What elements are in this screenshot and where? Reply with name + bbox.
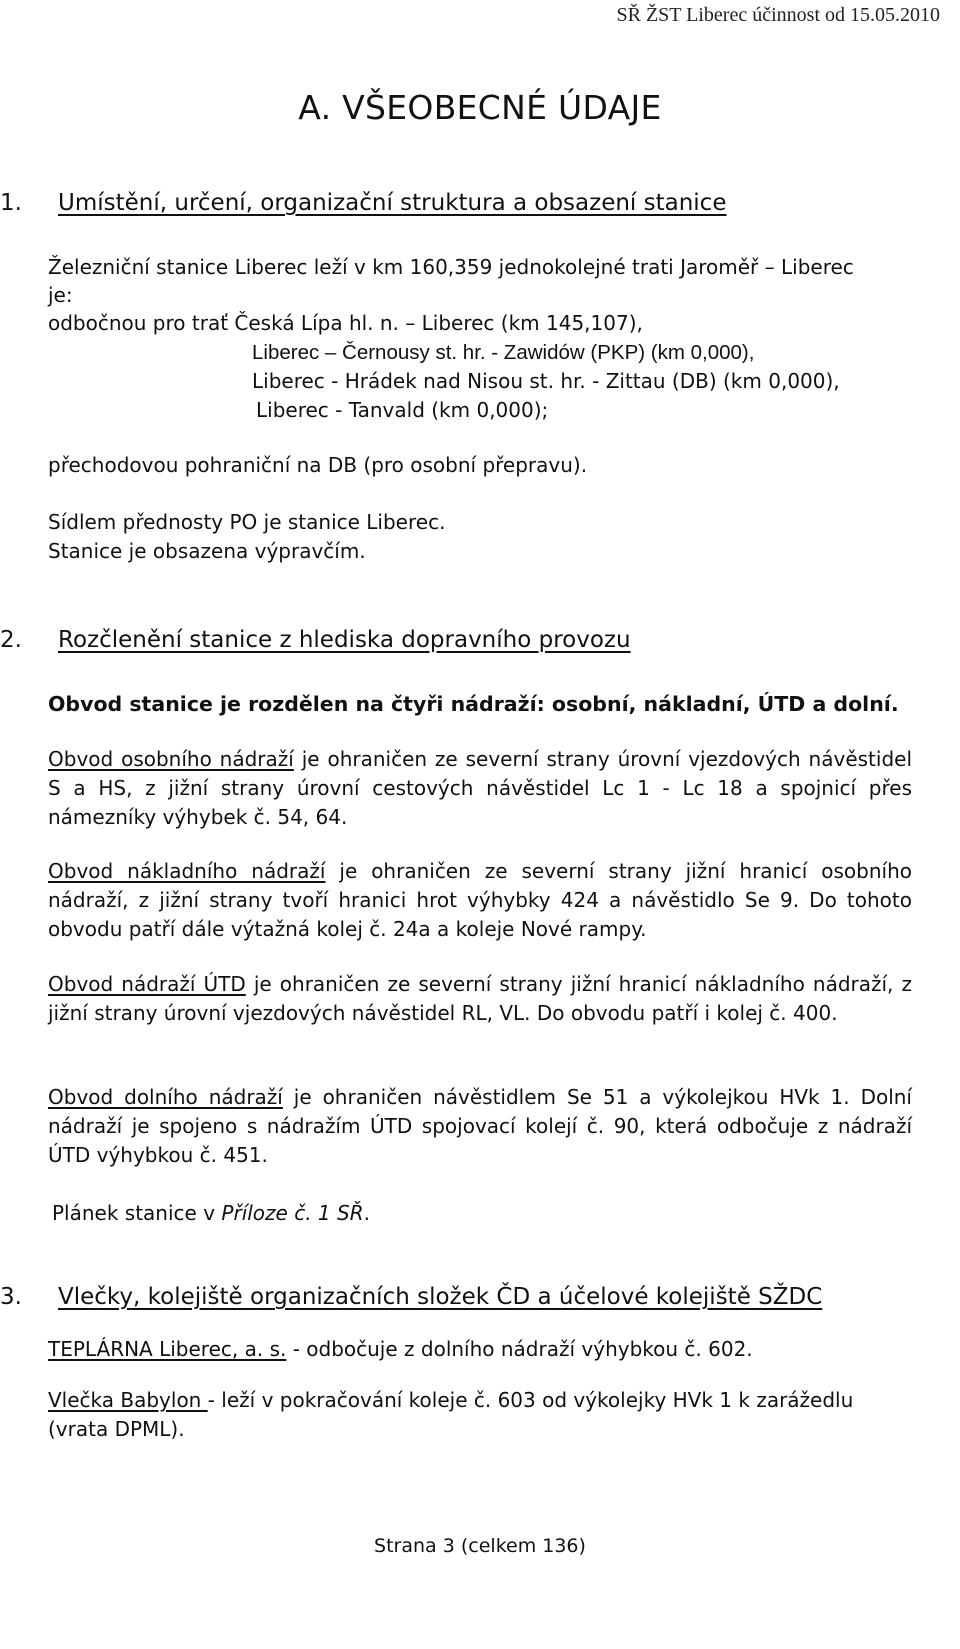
paragraph-4-text: je ohraničen návěstidlem Se 51 a výkolejkou HVk 1. Dolní nádraží je spojeno s nádražím ÚTD spojovací kolejí č. 90, která odbočuje z nádraží ÚTD výhybkou č. 451. (48, 1085, 912, 1167)
section-1-line-9: Stanice je obsazena výpravčím. (48, 539, 366, 563)
section-2-paragraph-1 (48, 745, 912, 832)
section-3-paragraph-2 (48, 1386, 888, 1444)
plan-appendix-ref: Příloze č. 1 SŘ (221, 1201, 364, 1225)
section-3-paragraph-1 (48, 1335, 753, 1364)
babylon-label: Vlečka Babylon (48, 1388, 208, 1412)
page-title: A. VŠEOBECNÉ ÚDAJE (298, 88, 662, 127)
section-1-line-2: je: (48, 283, 73, 307)
paragraph-3-label: Obvod nádraží ÚTD (48, 972, 246, 996)
section-1-title: Umístění, určení, organizační struktura a obsazení stanice (58, 190, 727, 216)
section-1-number: 1. (0, 190, 22, 216)
paragraph-4-label: Obvod dolního nádraží (48, 1085, 283, 1109)
section-3-number: 3. (0, 1284, 22, 1310)
paragraph-1-text: je ohraničen ze severní strany úrovní vjezdových návěstidel S a HS, z jižní strany úrovní cestových návěstidel Lc 1 - Lc 18 a spojnicí přes námezníky výhybek č. 54, 64. (48, 747, 912, 829)
paragraph-2-text: je ohraničen ze severní strany jižní hranicí osobního nádraží, z jižní strany tvoří hranici hrot výhybky 424 a návěstidlo Se 9. Do tohoto obvodu patří dále výtažná kolej č. 24a a koleje Nové rampy. (48, 859, 913, 941)
section-1-line-3: odbočnou pro trať Česká Lípa hl. n. – Liberec (km 145,107), (48, 311, 643, 335)
section-1-line-8: Sídlem přednosty PO je stanice Liberec. (48, 510, 446, 534)
section-2-paragraph-4 (48, 1083, 912, 1170)
section-1-line-4: Liberec – Černousy st. hr. - Zawidów (PKP) (km 0,000), (252, 341, 755, 364)
teplarna-label: TEPLÁRNA Liberec, a. s. (48, 1337, 287, 1361)
paragraph-3-text: je ohraničen ze severní strany jižní hranicí nákladního nádraží, z jižní strany úrovní vjezdových návěstidel RL, VL. Do obvodu patří i kolej č. 400. (48, 972, 912, 1025)
teplarna-text: - odbočuje z dolního nádraží výhybkou č. 602. (286, 1337, 753, 1361)
paragraph-1-label: Obvod osobního nádraží (48, 747, 294, 771)
page-footer: Strana 3 (celkem 136) (374, 1535, 586, 1557)
section-2-paragraph-3 (48, 970, 912, 1028)
section-1-line-5: Liberec - Hrádek nad Nisou st. hr. - Zittau (DB) (km 0,000), (252, 369, 840, 393)
plan-text: Plánek stanice v (52, 1201, 222, 1225)
page-header: SŘ ŽST Liberec účinnost od 15.05.2010 (616, 4, 940, 26)
section-2-title: Rozčlenění stanice z hlediska dopravního provozu (58, 627, 631, 653)
section-1-line-1: Železniční stanice Liberec leží v km 160,359 jednokolejné trati Jaroměř – Liberec (48, 255, 854, 279)
section-2-heading (0, 627, 631, 653)
section-2-number: 2. (0, 627, 22, 653)
paragraph-2-label: Obvod nákladního nádraží (48, 859, 326, 883)
section-2-paragraph-2 (48, 857, 912, 944)
section-1-line-7: přechodovou pohraniční na DB (pro osobní přepravu). (48, 453, 588, 477)
section-1-heading (0, 190, 726, 216)
section-2-intro: Obvod stanice je rozdělen na čtyři nádraží: osobní, nákladní, ÚTD a dolní. (48, 692, 899, 716)
section-3-title: Vlečky, kolejiště organizačních složek ČD a účelové kolejiště SŽDC (58, 1284, 823, 1310)
station-plan-reference (52, 1199, 370, 1228)
plan-end: . (363, 1201, 370, 1225)
babylon-text: - leží v pokračování koleje č. 603 od výkolejky HVk 1 k zarážedlu (vrata DPML). (48, 1388, 854, 1441)
section-3-heading (0, 1284, 822, 1310)
section-1-line-6: Liberec - Tanvald (km 0,000); (256, 398, 549, 422)
